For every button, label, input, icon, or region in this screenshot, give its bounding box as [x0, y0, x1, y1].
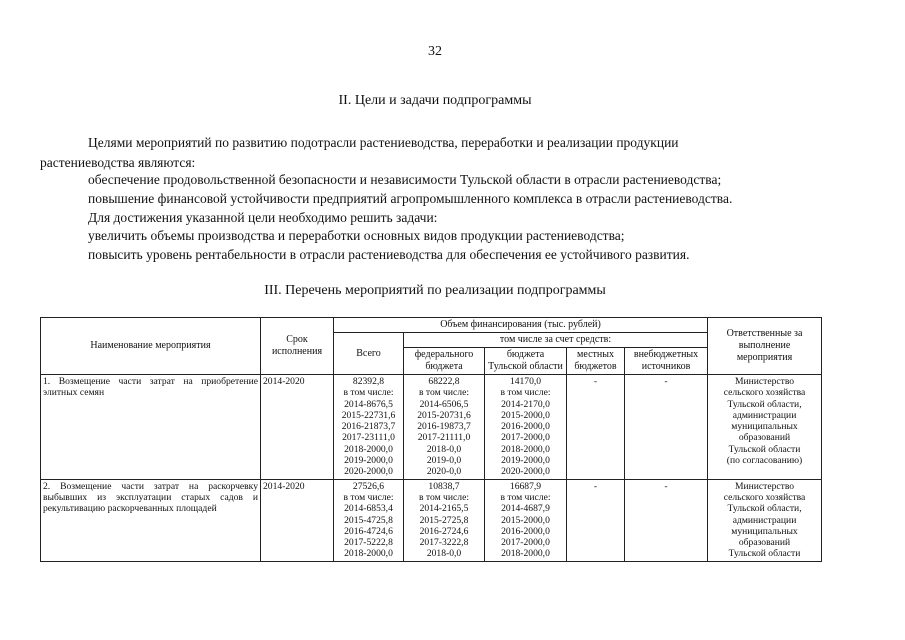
- cell-line: 2014-2170,0: [501, 398, 550, 410]
- row-federal: [404, 479, 485, 561]
- cell-line: 2016-4724,6: [344, 525, 393, 537]
- cell-line: 2019-2000,0: [501, 455, 550, 467]
- cell-line: 2015-2000,0: [501, 514, 550, 526]
- table-row: [41, 375, 822, 480]
- header-name: Наименование мероприятия: [41, 318, 261, 375]
- row-term: 2014-2020: [261, 479, 334, 561]
- cell-line: 2017-2000,0: [501, 432, 550, 444]
- cell-line: сельского хозяйства: [723, 491, 806, 503]
- cell-line: 10838,7: [428, 480, 460, 492]
- header-term: Срок исполнения: [261, 318, 334, 375]
- cell-line: 2016-19873,7: [417, 421, 471, 433]
- cell-line: 2017-21111,0: [417, 432, 471, 444]
- cell-line: 2020-2000,0: [344, 466, 393, 478]
- row-name: 1. Возмещение части затрат на приобретение элитных семян: [41, 375, 261, 480]
- cell-line: 2018-0,0: [426, 548, 462, 560]
- cell-line: 2018-2000,0: [501, 443, 550, 455]
- page-number: 32: [428, 44, 442, 59]
- cell-line: 82392,8: [352, 376, 385, 387]
- cell-line: муниципальных: [731, 525, 798, 537]
- cell-line: Министерство: [734, 376, 795, 387]
- cell-line: 2015-4725,8: [344, 514, 393, 526]
- row-name: 2. Возмещение части затрат на раскорчевку выбывших из эксплуатации старых садов и рекультивацию раскорчеванных площадей: [41, 479, 261, 561]
- cell-line: в том числе:: [418, 387, 469, 399]
- goal-line-1: обеспечение продовольственной безопасности и независимости Тульской области в отрасли растениеводства;: [88, 172, 722, 187]
- cell-line: администрации: [732, 514, 797, 526]
- cell-line: 16687,9: [509, 480, 542, 492]
- cell-line: 2015-2000,0: [501, 409, 550, 421]
- cell-line: администрации: [732, 409, 797, 421]
- row-regional: [485, 375, 567, 480]
- cell-line: 2020-2000,0: [501, 466, 550, 478]
- cell-line: 2014-6853,4: [344, 503, 393, 515]
- cell-line: 2017-3222,8: [419, 537, 469, 549]
- row-local: -: [567, 479, 625, 561]
- row-regional: [485, 479, 567, 561]
- header-funding: Объем финансирования (тыс. рублей): [334, 318, 708, 333]
- header-including: том числе за счет средств:: [404, 333, 708, 348]
- cell-line: в том числе:: [418, 491, 469, 503]
- cell-line: 2017-5222,8: [344, 537, 393, 549]
- cell-line: 27526,6: [352, 480, 385, 492]
- cell-line: в том числе:: [343, 491, 394, 503]
- cell-line: Тульской области: [728, 548, 801, 560]
- cell-line: 2020-0,0: [426, 466, 462, 478]
- row-total: [334, 479, 404, 561]
- cell-line: сельского хозяйства: [723, 387, 806, 399]
- cell-line: Тульской области,: [727, 398, 802, 410]
- row-total: [334, 375, 404, 480]
- cell-line: 2015-20731,6: [417, 409, 471, 421]
- cell-line: муниципальных: [731, 421, 798, 433]
- cell-line: 2016-2000,0: [501, 421, 550, 433]
- cell-line: Тульской области: [728, 443, 801, 455]
- cell-line: образований: [738, 432, 791, 444]
- row-responsible: [708, 375, 822, 480]
- table-row: [41, 479, 822, 561]
- cell-line: 2016-2724,6: [419, 525, 469, 537]
- cell-line: 2014-2165,5: [419, 503, 469, 515]
- task-line-2: повысить уровень рентабельности в отрасли растениеводства для обеспечения ее устойчивого развития.: [88, 247, 690, 262]
- header-responsible: Ответственные за выполнение мероприятия: [708, 318, 822, 375]
- cell-line: 2014-4687,9: [501, 503, 550, 515]
- cell-line: Министерство: [734, 480, 795, 492]
- cell-line: 2016-21873,7: [341, 421, 396, 433]
- cell-line: Тульской области,: [727, 503, 802, 515]
- cell-line: 2019-0,0: [426, 455, 462, 467]
- header-offbudget: внебюджетных источников: [625, 348, 708, 375]
- cell-line: (по согласованию): [726, 455, 803, 467]
- cell-line: 2018-0,0: [426, 443, 462, 455]
- row-offbudget: -: [625, 479, 708, 561]
- row-offbudget: -: [625, 375, 708, 480]
- tasks-intro: Для достижения указанной цели необходимо решить задачи:: [88, 210, 438, 225]
- cell-line: в том числе:: [500, 491, 551, 503]
- cell-line: 2014-8676,5: [344, 398, 393, 410]
- cell-line: 2016-2000,0: [501, 525, 550, 537]
- cell-line: 2019-2000,0: [344, 455, 393, 467]
- intro-line-1: Целями мероприятий по развитию подотрасли растениеводства, переработки и реализации продукции: [88, 135, 679, 150]
- cell-line: 2017-2000,0: [501, 537, 550, 549]
- task-line-1: увеличить объемы производства и переработки основных видов продукции растениеводства;: [88, 228, 625, 243]
- intro-paragraph: [40, 133, 820, 172]
- section-2-title: II. Цели и задачи подпрограммы: [338, 93, 532, 108]
- cell-line: 2014-6506,5: [419, 398, 469, 410]
- section-3-title: III. Перечень мероприятий по реализации подпрограммы: [264, 283, 606, 298]
- cell-line: образований: [738, 537, 791, 549]
- cell-line: 2018-2000,0: [344, 548, 393, 560]
- row-responsible: [708, 479, 822, 561]
- cell-line: 2017-23111,0: [342, 432, 395, 444]
- cell-line: 2015-2725,8: [419, 514, 469, 526]
- header-local: местных бюджетов: [567, 348, 625, 375]
- intro-line-2: растениеводства являются:: [40, 154, 196, 170]
- cell-line: в том числе:: [500, 387, 551, 399]
- row-federal: [404, 375, 485, 480]
- cell-line: 2018-2000,0: [501, 548, 550, 560]
- header-regional: бюджета Тульской области: [485, 348, 567, 375]
- header-federal: федерального бюджета: [404, 348, 485, 375]
- header-total: Всего: [334, 333, 404, 375]
- measures-table: [40, 317, 822, 562]
- cell-line: в том числе:: [343, 387, 394, 399]
- row-term: 2014-2020: [261, 375, 334, 480]
- cell-line: 2018-2000,0: [344, 443, 393, 455]
- cell-line: 2015-22731,6: [341, 409, 396, 421]
- cell-line: 68222,8: [428, 376, 460, 387]
- goal-line-2: повышение финансовой устойчивости предприятий агропромышленного комплекса в отрасли растениеводства.: [88, 191, 733, 206]
- cell-line: 14170,0: [509, 376, 542, 387]
- row-local: -: [567, 375, 625, 480]
